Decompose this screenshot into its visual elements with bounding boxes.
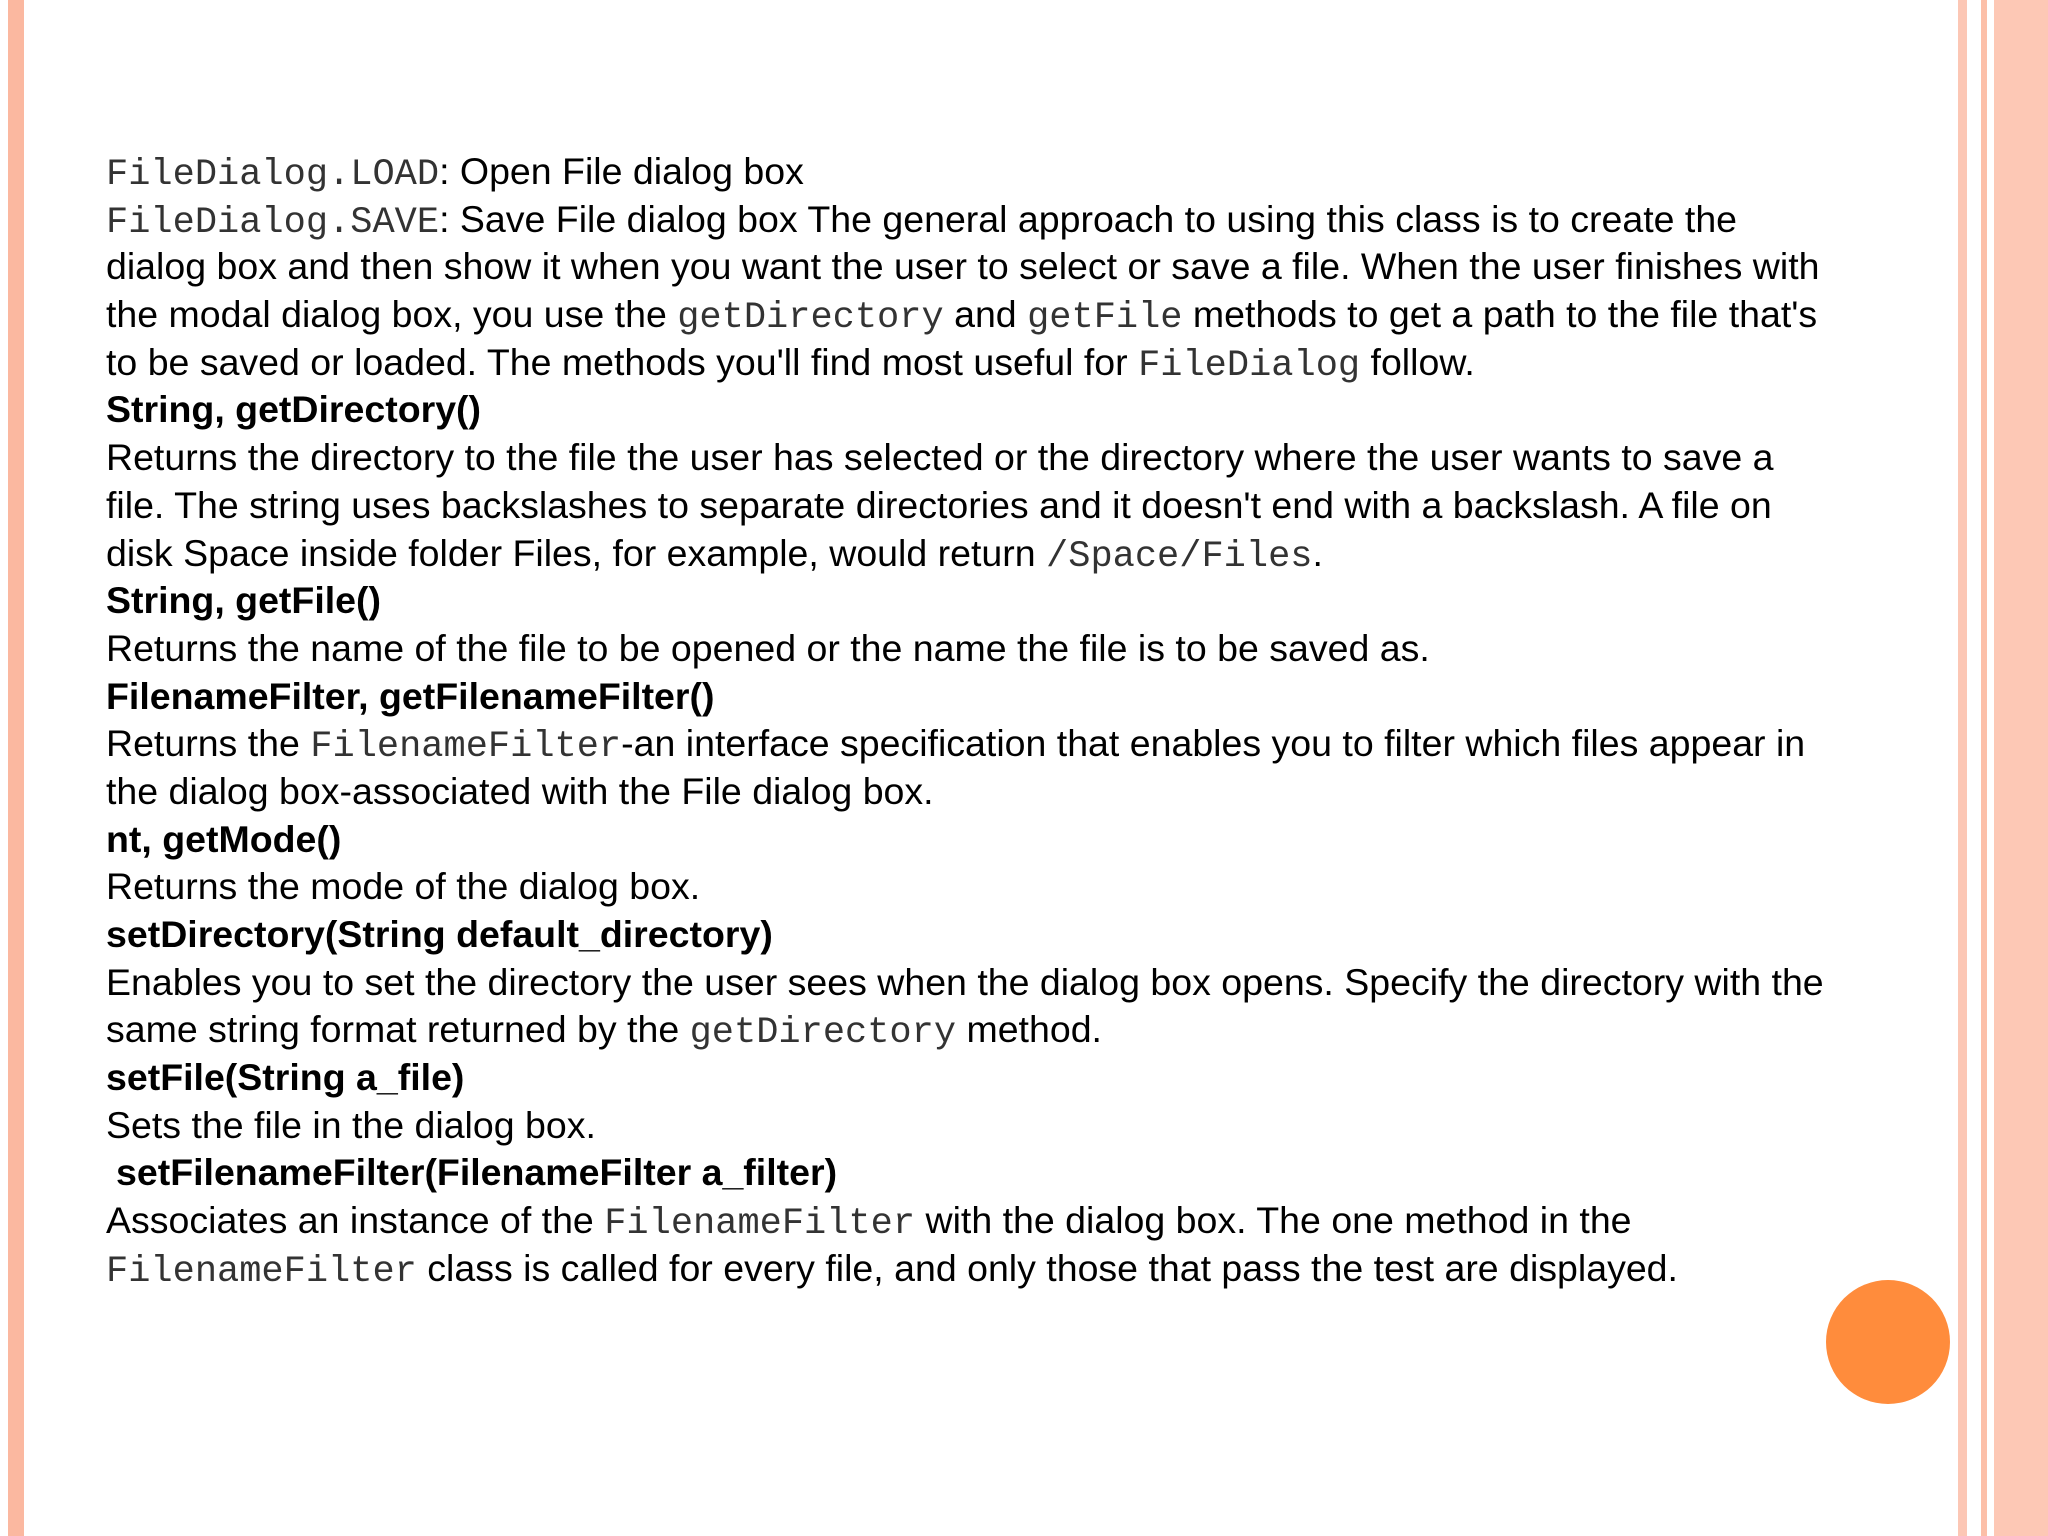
text-segment: the dialog box-associated with the File dialog box. xyxy=(106,769,934,812)
text-segment: with the dialog box. The one method in the xyxy=(915,1199,1632,1242)
text-segment: -an interface specification that enables you to filter which files appear in xyxy=(621,722,1806,765)
code-term: FileDialog.LOAD xyxy=(106,154,440,196)
text-segment: disk Space inside folder Files, for example, would return xyxy=(106,531,1047,574)
paragraph-line xyxy=(106,291,1946,339)
slide-body-text xyxy=(106,148,1946,1293)
orange-circle-decoration xyxy=(1826,1280,1950,1404)
text-segment: to be saved or loaded. The methods you'll find most useful for xyxy=(106,340,1139,383)
text-segment: String, getFile() xyxy=(106,579,381,622)
code-term: /Space/Files xyxy=(1046,535,1313,578)
method-heading xyxy=(106,1054,1946,1102)
text-segment: dialog box and then show it when you want the user to select or save a file. When the user finishes with xyxy=(106,245,1820,288)
paragraph-line xyxy=(106,959,1946,1007)
code-term: getFile xyxy=(1027,297,1183,340)
method-heading xyxy=(106,577,1946,625)
text-segment: Returns the name of the file to be opened or the name the file is to be saved as. xyxy=(106,626,1430,669)
paragraph-line xyxy=(106,625,1946,673)
paragraph-line xyxy=(106,1006,1946,1054)
paragraph-line xyxy=(106,720,1946,768)
text-segment: : Open File dialog box xyxy=(439,150,804,192)
method-heading xyxy=(106,816,1946,864)
text-segment: Returns the directory to the file the user has selected or the directory where the user wants to save a xyxy=(106,436,1774,479)
text-segment: method. xyxy=(956,1008,1102,1051)
paragraph-line xyxy=(106,1102,1946,1150)
text-segment: methods to get a path to the file that's xyxy=(1182,293,1818,336)
code-term: FilenameFilter xyxy=(604,1203,916,1246)
paragraph-line xyxy=(106,196,1946,244)
right-accent-bar-2 xyxy=(1981,0,1987,1536)
text-segment: same string format returned by the xyxy=(106,1008,690,1051)
text-segment: nt, getMode() xyxy=(106,817,342,860)
text-segment: Returns the xyxy=(106,722,311,765)
text-segment: the modal dialog box, you use the xyxy=(106,293,678,336)
text-segment: : Save File dialog box The general approach to using this class is to create the xyxy=(439,197,1738,240)
code-term: FilenameFilter xyxy=(310,726,622,769)
paragraph-line xyxy=(106,482,1946,530)
paragraph-line xyxy=(106,148,1946,196)
right-accent-bar-3 xyxy=(1994,0,2048,1536)
code-term: FileDialog xyxy=(1138,344,1361,387)
text-segment: setFilenameFilter(FilenameFilter a_filter) xyxy=(116,1151,838,1194)
paragraph-line xyxy=(106,339,1946,387)
method-heading xyxy=(106,673,1946,721)
method-heading xyxy=(106,1149,1946,1197)
text-segment: follow. xyxy=(1360,340,1475,383)
text-segment: Associates an instance of the xyxy=(106,1199,605,1242)
text-segment: setDirectory(String default_directory) xyxy=(106,913,773,955)
method-heading xyxy=(106,911,1946,959)
text-segment: and xyxy=(943,293,1028,336)
paragraph-line xyxy=(106,243,1946,291)
paragraph-line xyxy=(106,1197,1946,1245)
text-segment: FilenameFilter, getFilenameFilter() xyxy=(106,674,715,717)
paragraph-line xyxy=(106,1245,1946,1293)
code-term: FileDialog.SAVE xyxy=(106,201,440,244)
code-term: getDirectory xyxy=(689,1012,957,1055)
text-segment: class is called for every file, and only those that pass the test are displayed. xyxy=(416,1246,1678,1289)
left-accent-bar xyxy=(8,0,24,1536)
paragraph-line xyxy=(106,530,1946,578)
paragraph-line xyxy=(106,768,1946,816)
text-segment: setFile(String a_file) xyxy=(106,1056,465,1099)
text-segment: . xyxy=(1312,531,1323,574)
paragraph-line xyxy=(106,434,1946,482)
paragraph-line xyxy=(106,863,1946,911)
code-term: getDirectory xyxy=(677,297,944,340)
text-segment: file. The string uses backslashes to separate directories and it doesn't end with a backslash. A file on xyxy=(106,483,1772,526)
code-term: FilenameFilter xyxy=(106,1250,417,1293)
text-segment: Enables you to set the directory the user sees when the dialog box opens. Specify the directory with the xyxy=(106,960,1824,1003)
text-segment: String, getDirectory() xyxy=(106,388,482,431)
text-segment: Returns the mode of the dialog box. xyxy=(106,865,701,908)
right-accent-bar-1 xyxy=(1958,0,1967,1536)
method-heading xyxy=(106,386,1946,434)
text-segment: Sets the file in the dialog box. xyxy=(106,1103,596,1146)
